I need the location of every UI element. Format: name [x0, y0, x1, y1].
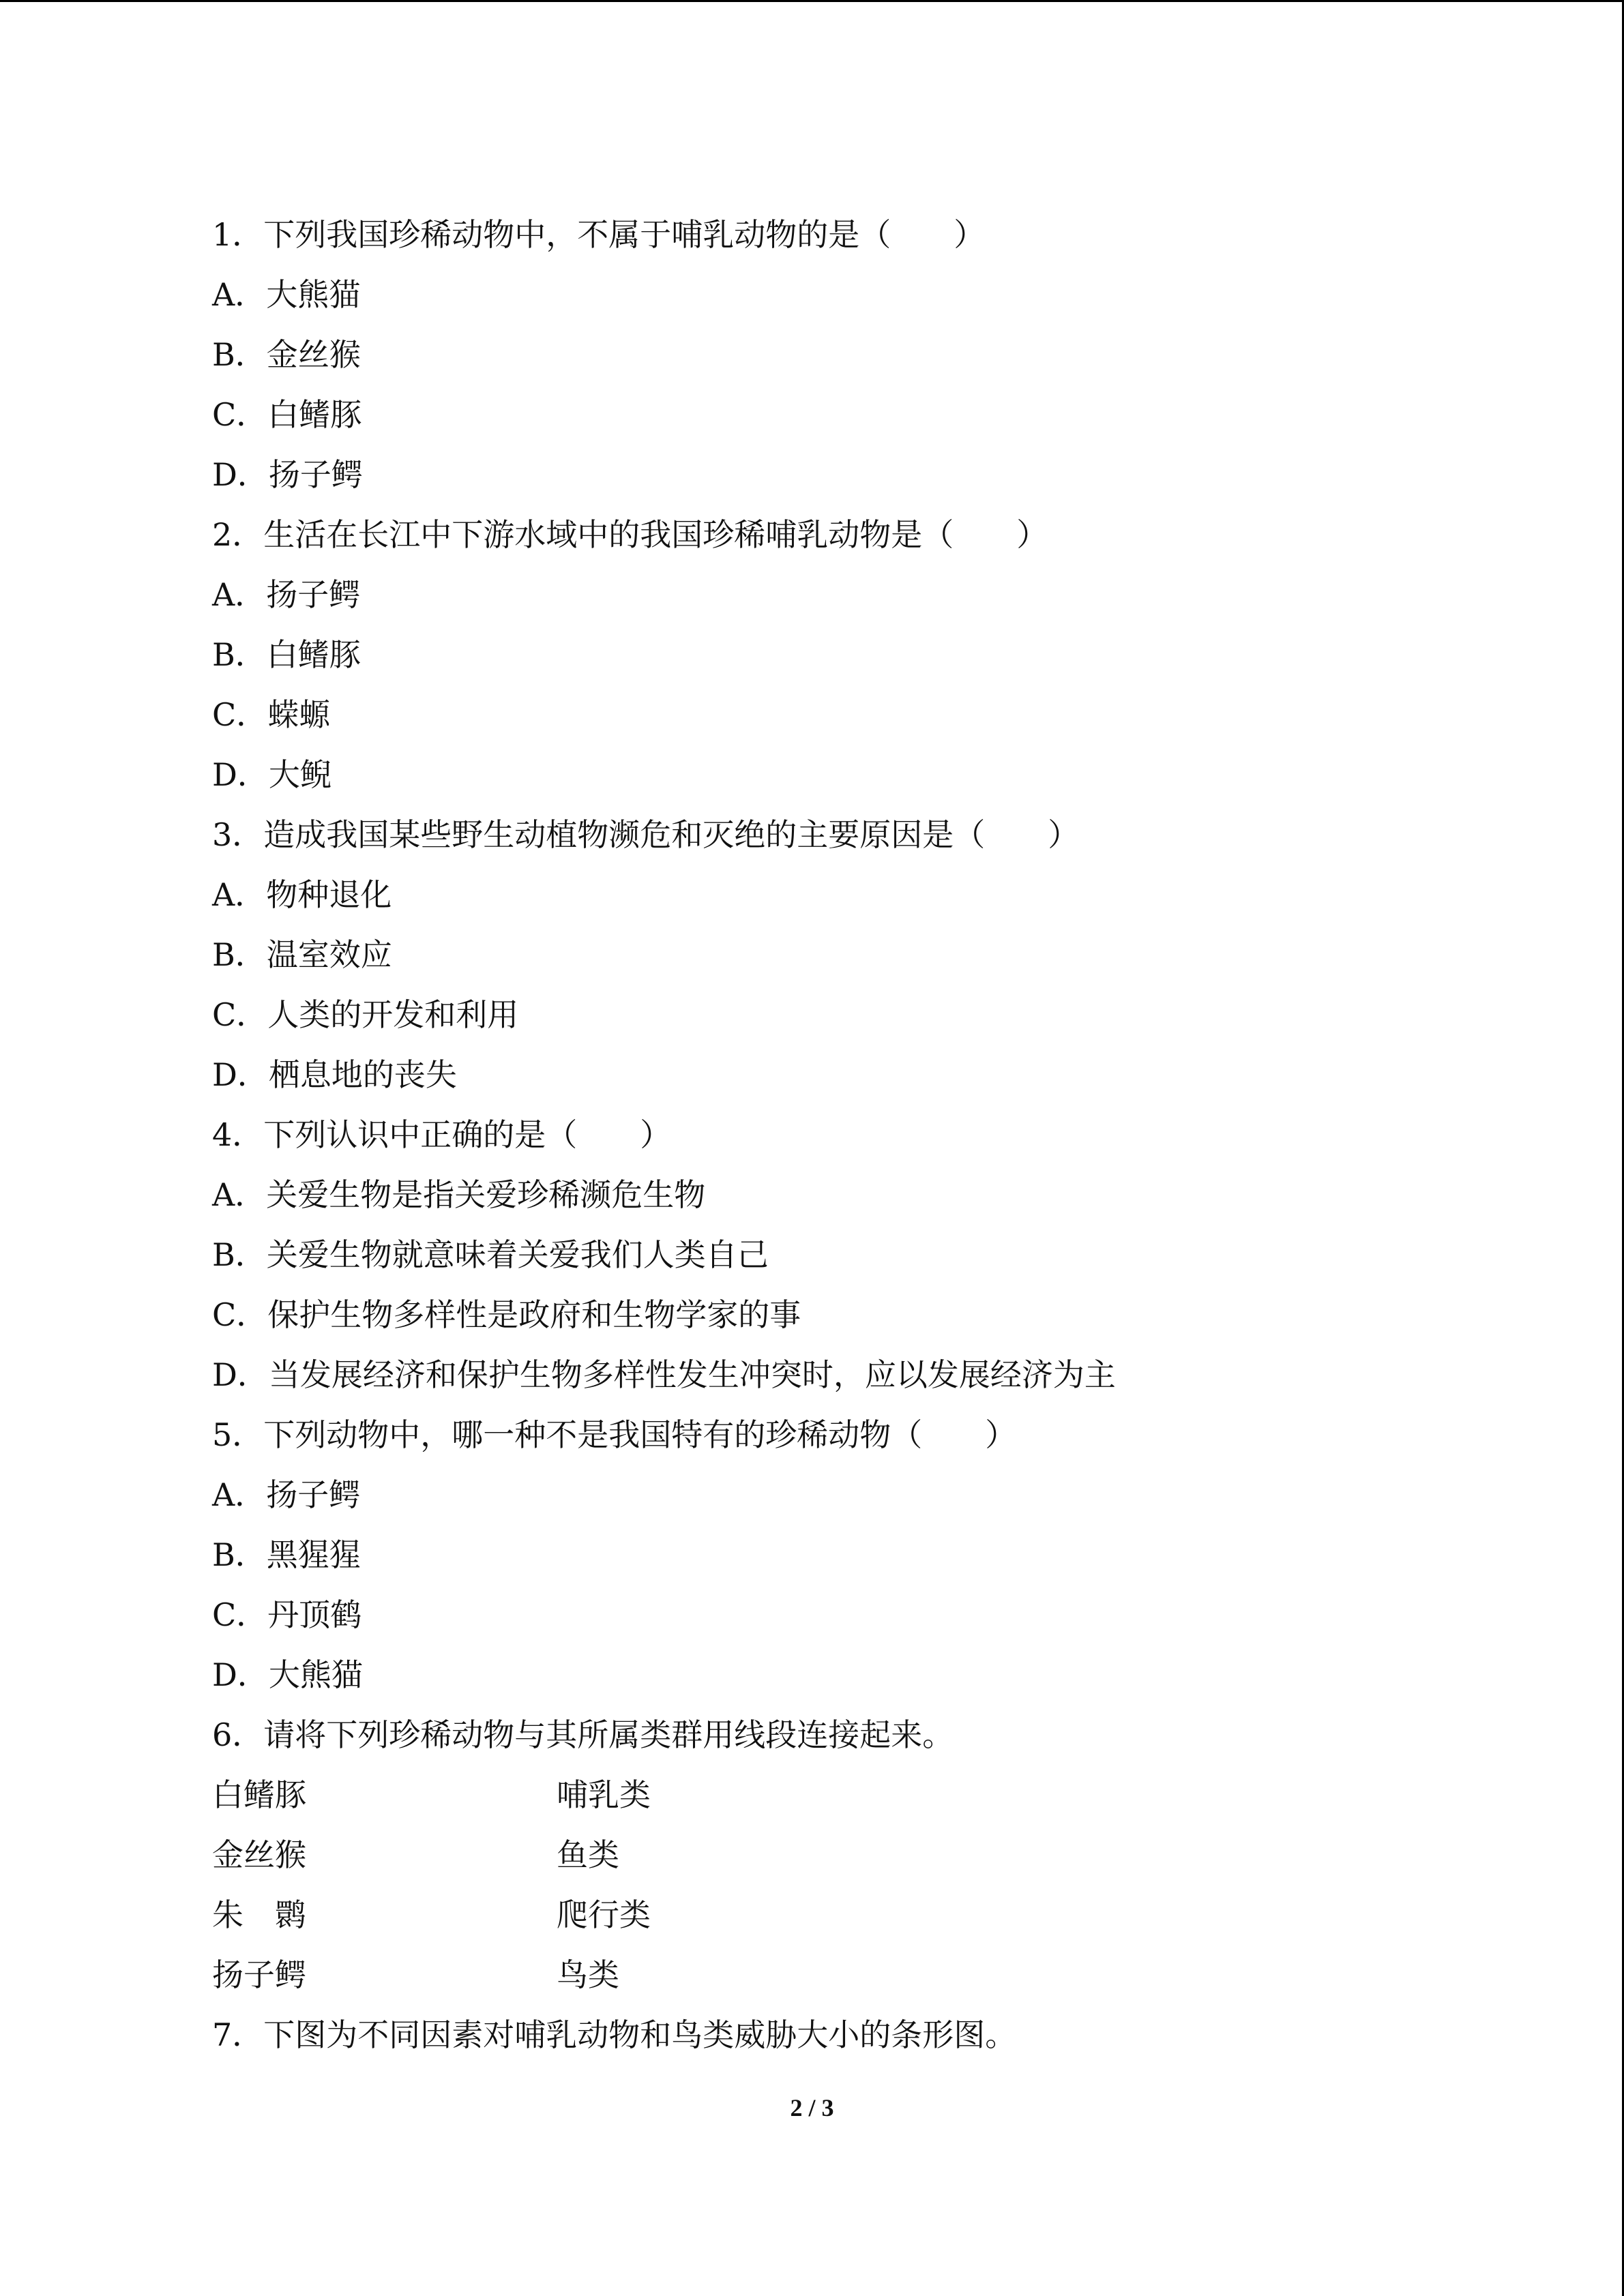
- question-1-option-b: B．金丝猴: [212, 336, 361, 373]
- question-4-option-c: C．保护生物多样性是政府和生物学家的事: [212, 1296, 801, 1333]
- question-2-option-b: B．白鳍豚: [212, 636, 361, 673]
- question-4-stem: 4．下列认识中正确的是（ ）: [212, 1116, 672, 1153]
- page-border-top: [0, 0, 1624, 2]
- matching-group: 鱼类: [557, 1836, 619, 1873]
- matching-animal: 扬子鳄: [212, 1956, 306, 1993]
- question-6-stem: 6．请将下列珍稀动物与其所属类群用线段连接起来。: [212, 1716, 954, 1753]
- question-1-stem: 1．下列我国珍稀动物中，不属于哺乳动物的是（ ）: [212, 216, 986, 253]
- matching-group: 哺乳类: [557, 1776, 651, 1813]
- question-5-option-b: B．黑猩猩: [212, 1536, 361, 1573]
- question-1-option-c: C．白鳍豚: [212, 396, 362, 433]
- question-2-option-c: C．蝾螈: [212, 696, 331, 733]
- page-number: 2 / 3: [790, 2094, 834, 2121]
- question-7-stem: 7．下图为不同因素对哺乳动物和鸟类威胁大小的条形图。: [212, 2016, 1017, 2053]
- matching-animal: 金丝猴: [212, 1836, 306, 1873]
- question-4-option-a: A．关爱生物是指关爱珍稀濒危生物: [212, 1176, 706, 1213]
- question-1-option-d: D．扬子鳄: [212, 456, 363, 493]
- matching-row: [212, 1825, 1440, 1885]
- question-1-option-a: A．大熊猫: [212, 276, 361, 313]
- matching-row: [212, 1885, 1440, 1945]
- question-5-option-c: C．丹顶鹤: [212, 1596, 362, 1633]
- question-3-stem: 3．造成我国某些野生动植物濒危和灭绝的主要原因是（ ）: [212, 816, 1080, 853]
- worksheet-content: [212, 205, 1440, 2065]
- question-2-option-a: A．扬子鳄: [212, 576, 361, 613]
- matching-row: [212, 1945, 1440, 2005]
- question-3-option-c: C．人类的开发和利用: [212, 996, 519, 1033]
- question-4-option-b: B．关爱生物就意味着关爱我们人类自己: [212, 1236, 769, 1273]
- question-5-option-a: A．扬子鳄: [212, 1476, 361, 1513]
- question-5-stem: 5．下列动物中，哪一种不是我国特有的珍稀动物（ ）: [212, 1416, 1017, 1453]
- question-3-option-a: A．物种退化: [212, 876, 392, 913]
- question-2-option-d: D．大鲵: [212, 756, 331, 793]
- matching-group: 鸟类: [557, 1956, 619, 1993]
- question-5-option-d: D．大熊猫: [212, 1656, 363, 1693]
- matching-animal: 朱 鹮: [212, 1896, 306, 1933]
- matching-group: 爬行类: [557, 1896, 651, 1933]
- question-3-option-b: B．温室效应: [212, 936, 392, 973]
- matching-animal: 白鳍豚: [212, 1776, 306, 1813]
- question-3-option-d: D．栖息地的丧失: [212, 1056, 457, 1093]
- matching-row: [212, 1765, 1440, 1825]
- question-2-stem: 2．生活在长江中下游水域中的我国珍稀哺乳动物是（ ）: [212, 516, 1048, 553]
- question-4-option-d: D．当发展经济和保护生物多样性发生冲突时，应以发展经济为主: [212, 1356, 1116, 1393]
